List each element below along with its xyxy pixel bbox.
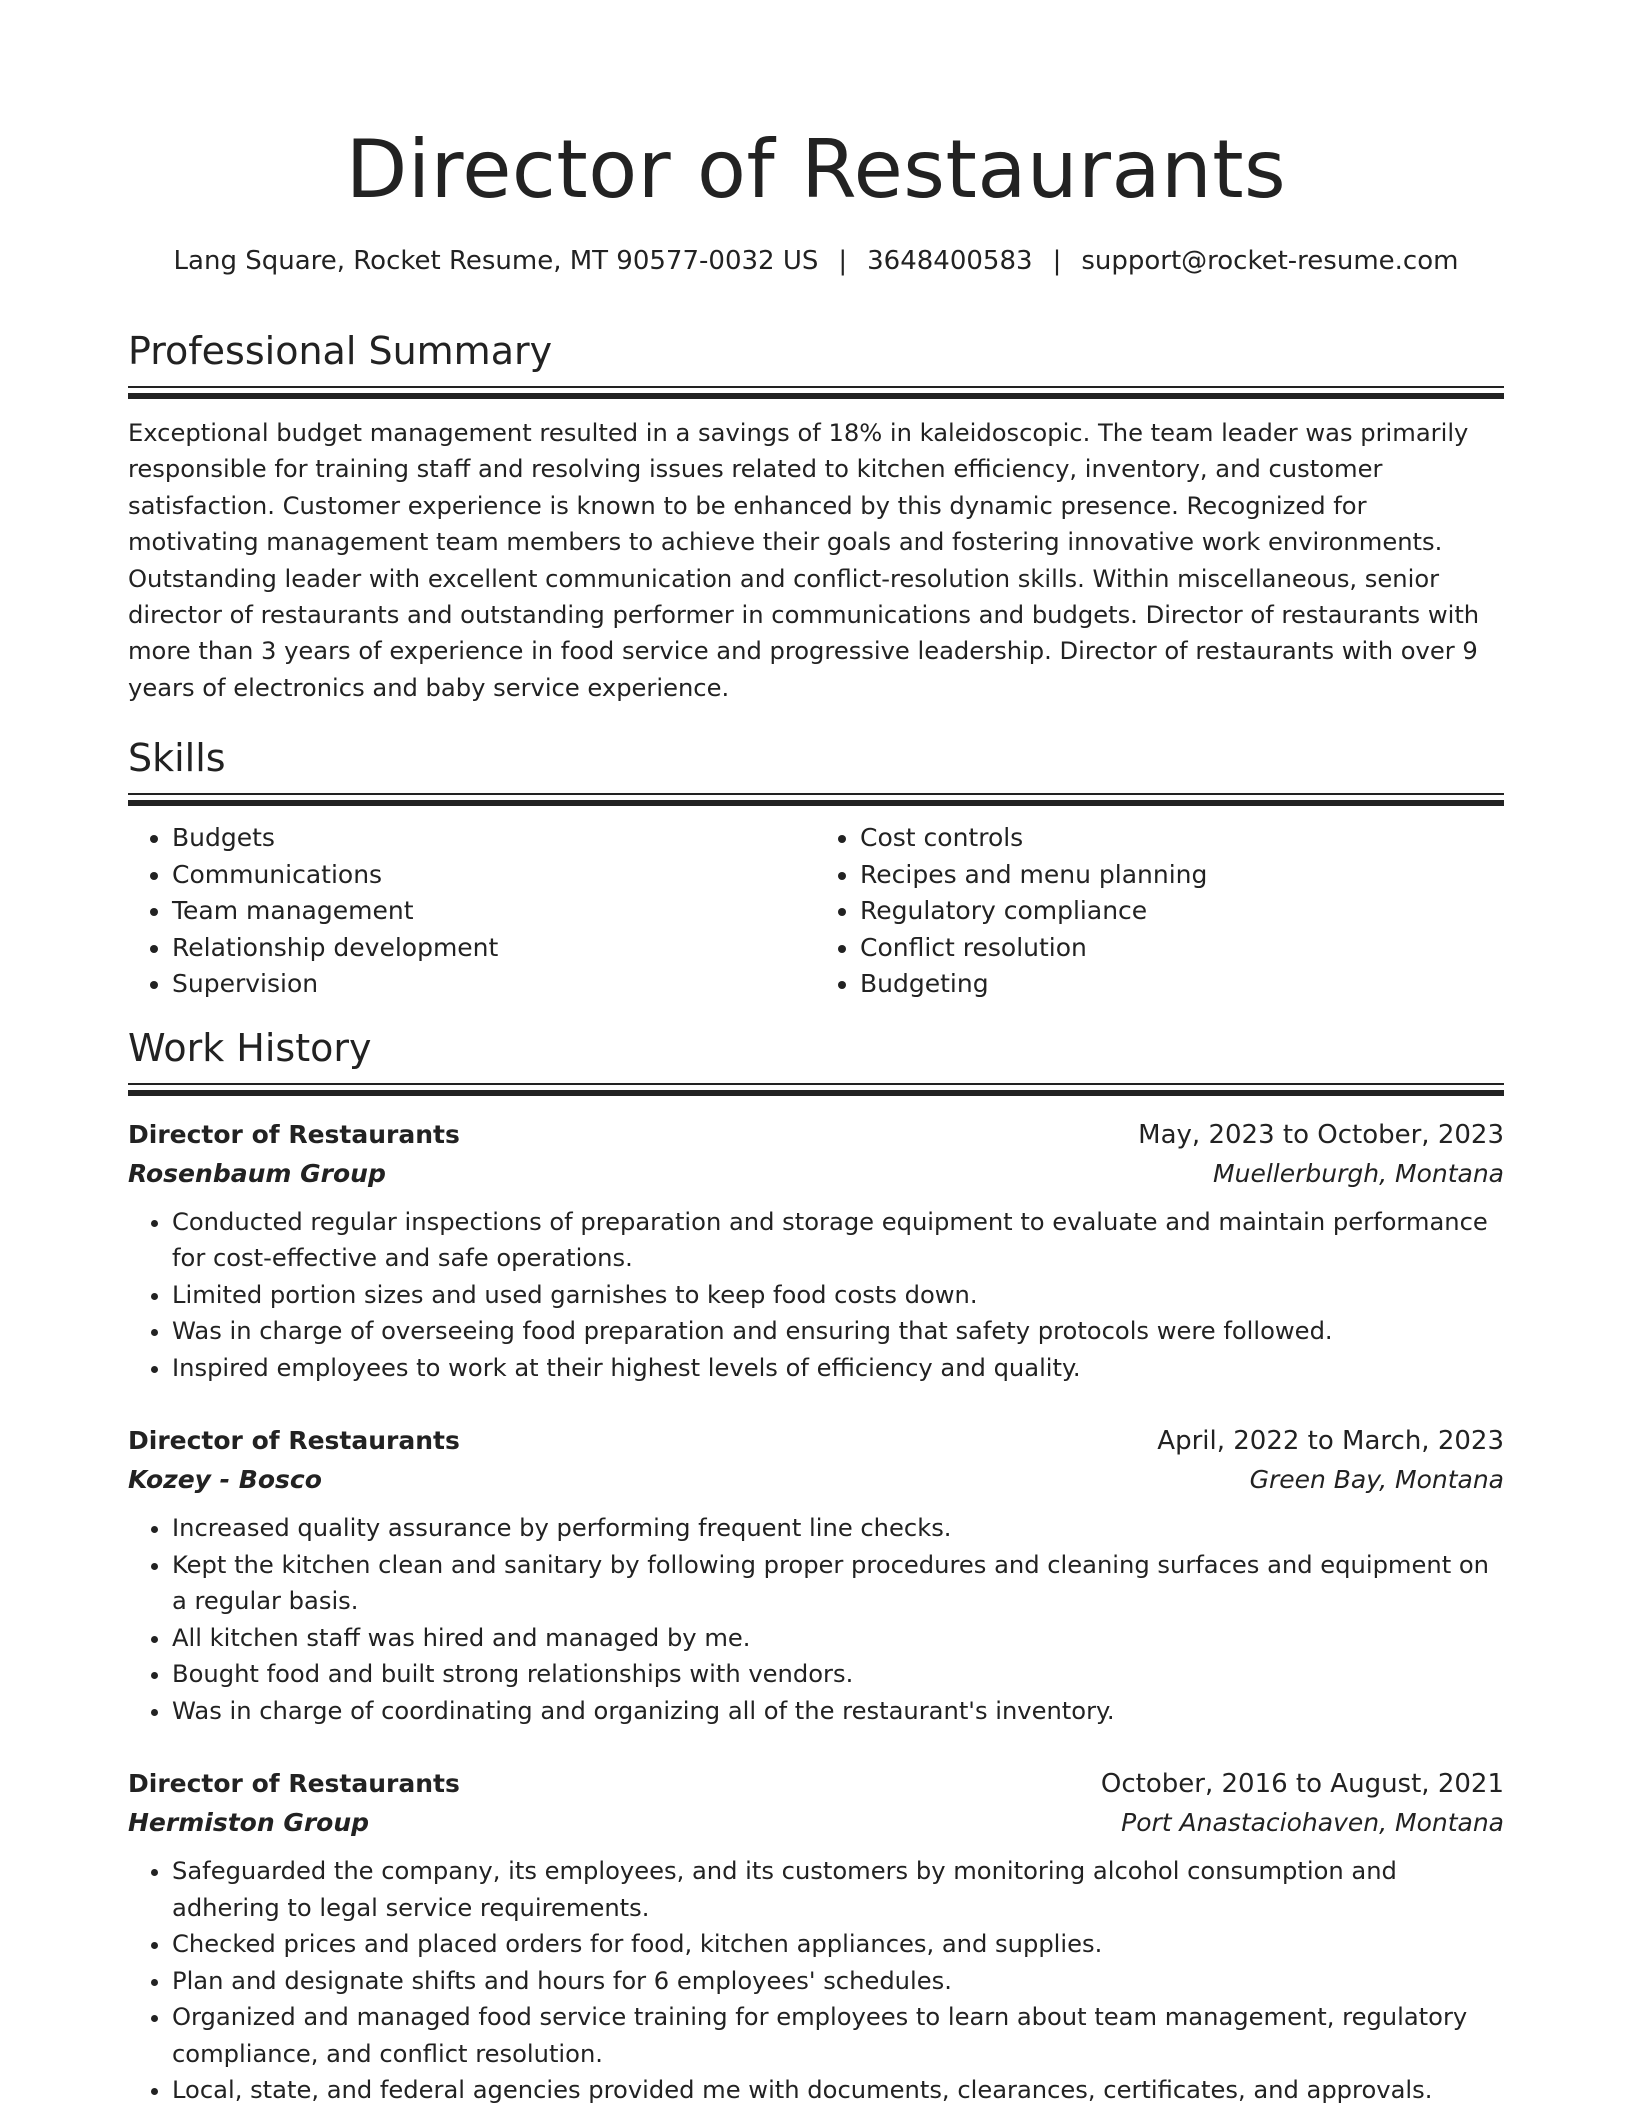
contact-address: Lang Square, Rocket Resume, MT 90577-0032 US — [173, 246, 819, 276]
job-dates: May, 2023 to October, 2023 — [1138, 1119, 1504, 1150]
job-location: Port Anastaciohaven, Montana — [1121, 1808, 1504, 1838]
skill-item: • Relationship development — [172, 930, 816, 967]
job-bullets — [128, 1853, 1504, 2109]
job-entry — [128, 1422, 1504, 1729]
job-entry — [128, 1765, 1504, 2109]
job-entry — [128, 1116, 1504, 1387]
job-bullet: • Was in charge of coordinating and organizing all of the restaurant's inventory. — [172, 1693, 1504, 1730]
job-header — [128, 1765, 1504, 1803]
job-title: Director of Restaurants — [128, 1119, 460, 1149]
contact-line — [128, 244, 1504, 278]
job-bullet: • Limited portion sizes and used garnishes to keep food costs down. — [172, 1277, 1504, 1314]
section-heading: Skills — [128, 736, 226, 781]
contact-email: support@rocket-resume.com — [1081, 246, 1459, 276]
resume-page — [128, 0, 1504, 2109]
job-bullet: • Plan and designate shifts and hours for 6 employees' schedules. — [172, 1963, 1504, 2000]
skill-item: • Supervision — [172, 966, 816, 1003]
contact-separator: | — [838, 246, 848, 276]
job-subheader — [128, 1154, 1504, 1194]
skills-list-right — [816, 820, 1504, 1003]
section-divider — [128, 1083, 1504, 1096]
job-bullet: • Checked prices and placed orders for food, kitchen appliances, and supplies. — [172, 1926, 1504, 1963]
skill-item: • Budgeting — [860, 966, 1504, 1003]
job-subheader — [128, 1803, 1504, 1843]
skills-list-left — [128, 820, 816, 1003]
skills-section — [128, 735, 1504, 1003]
skill-item: • Cost controls — [860, 820, 1504, 857]
section-heading: Professional Summary — [128, 329, 553, 373]
skill-item: • Communications — [172, 857, 816, 894]
resume-title: Director of Restaurants — [345, 123, 1287, 216]
job-bullet: • Organized and managed food service training for employees to learn about team management, regulatory compliance, and conflict resolution. — [172, 1999, 1504, 2072]
section-divider — [128, 793, 1504, 806]
job-dates: April, 2022 to March, 2023 — [1157, 1426, 1504, 1457]
professional-summary-section — [128, 328, 1504, 706]
job-dates: October, 2016 to August, 2021 — [1100, 1769, 1504, 1800]
job-bullets — [128, 1510, 1504, 1729]
summary-text: Exceptional budget management resulted in a savings of 18% in kaleidoscopic. The team leader was primarily responsible for training staff and resolving issues related to kitchen efficiency, inventory, and customer satisfaction. Customer experience is known to be enhanced by this dynamic presence. Recognized for motivating management team members to achieve their goals and fostering innovative work environments. Outstanding leader with excellent communication and conflict-resolution skills. Within miscellaneous, senior director of restaurants and outstanding performer in communications and budgets. Director of restaurants with more than 3 years of experience in food service and progressive leadership. Director of restaurants with over 9 years of electronics and baby service experience. — [128, 419, 1480, 702]
job-company: Hermiston Group — [128, 1808, 370, 1838]
job-location: Muellerburgh, Montana — [1213, 1158, 1504, 1188]
contact-separator: | — [1052, 246, 1062, 276]
job-bullet: • Inspired employees to work at their highest levels of efficiency and quality. — [172, 1350, 1504, 1387]
section-divider — [128, 386, 1504, 399]
work-history-section — [128, 1025, 1504, 2109]
job-bullet: • Bought food and built strong relationships with vendors. — [172, 1656, 1504, 1693]
section-heading: Work History — [128, 1025, 372, 1070]
job-bullet: • Kept the kitchen clean and sanitary by following proper procedures and cleaning surfaces and equipment on a regular basis. — [172, 1547, 1504, 1620]
job-bullet: • Was in charge of overseeing food preparation and ensuring that safety protocols were followed. — [172, 1313, 1504, 1350]
job-header — [128, 1422, 1504, 1460]
job-bullet: • Local, state, and federal agencies provided me with documents, clearances, certificates, and approvals. — [172, 2072, 1504, 2109]
job-bullet: • Safeguarded the company, its employees, and its customers by monitoring alcohol consumption and adhering to legal service requirements. — [172, 1853, 1504, 1926]
job-title: Director of Restaurants — [128, 1769, 460, 1799]
skill-item: • Team management — [172, 893, 816, 930]
job-title: Director of Restaurants — [128, 1426, 460, 1456]
job-location: Green Bay, Montana — [1249, 1465, 1504, 1495]
skill-item: • Conflict resolution — [860, 930, 1504, 967]
job-bullet: • Increased quality assurance by performing frequent line checks. — [172, 1510, 1504, 1547]
job-company: Rosenbaum Group — [128, 1158, 386, 1188]
skill-item: • Budgets — [172, 820, 816, 857]
job-subheader — [128, 1460, 1504, 1500]
skill-item: • Recipes and menu planning — [860, 857, 1504, 894]
job-bullet: • Conducted regular inspections of preparation and storage equipment to evaluate and maintain performance for cost-effective and safe operations. — [172, 1204, 1504, 1277]
job-bullet: • All kitchen staff was hired and managed by me. — [172, 1620, 1504, 1657]
contact-phone: 3648400583 — [867, 246, 1033, 276]
job-company: Kozey - Bosco — [128, 1465, 322, 1495]
skill-item: • Regulatory compliance — [860, 893, 1504, 930]
job-bullets — [128, 1204, 1504, 1387]
job-header — [128, 1116, 1504, 1154]
skills-grid — [128, 820, 1504, 1003]
